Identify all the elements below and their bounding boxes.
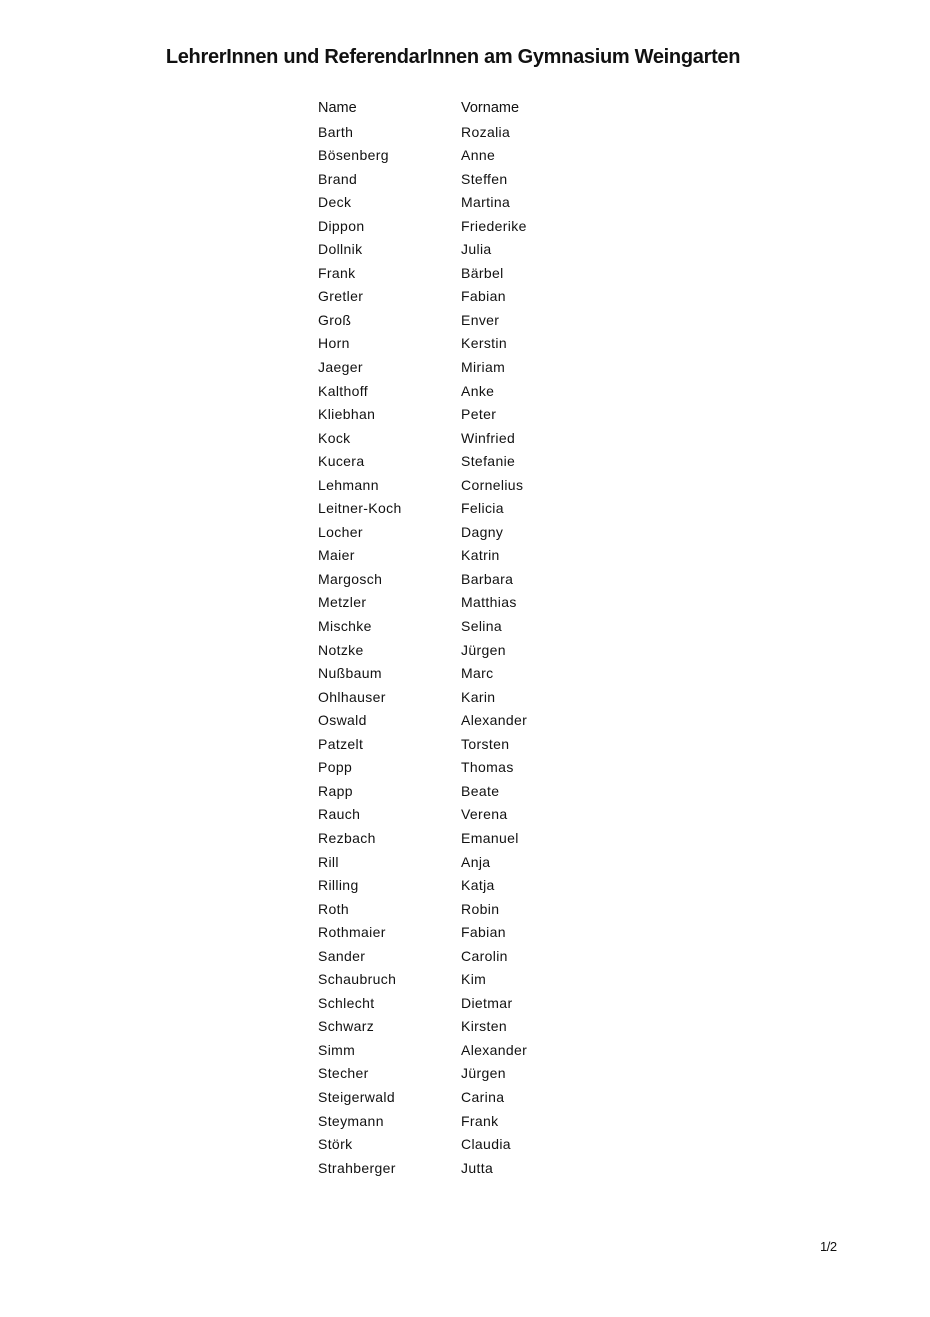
table-row bbox=[318, 238, 581, 262]
table-row bbox=[318, 992, 581, 1016]
first-name-cell: Anne bbox=[461, 147, 496, 164]
table-row bbox=[318, 921, 581, 945]
table-row bbox=[318, 121, 581, 145]
first-name-cell: Barbara bbox=[461, 570, 514, 587]
teacher-name-table bbox=[318, 97, 581, 1180]
table-row bbox=[318, 309, 581, 333]
last-name-cell: Schwarz bbox=[318, 1018, 375, 1035]
last-name-cell: Störk bbox=[318, 1136, 353, 1153]
table-row bbox=[318, 356, 581, 380]
first-name-cell: Carolin bbox=[461, 947, 508, 964]
table-row bbox=[318, 403, 581, 427]
table-row bbox=[318, 1086, 581, 1110]
last-name-cell: Maier bbox=[318, 547, 355, 564]
table-header-row bbox=[318, 97, 581, 121]
first-name-cell: Marc bbox=[461, 665, 494, 682]
table-row bbox=[318, 215, 581, 239]
last-name-cell: Kliebhan bbox=[318, 406, 376, 423]
first-name-cell: Kim bbox=[461, 971, 487, 988]
last-name-cell: Ohlhauser bbox=[318, 688, 386, 705]
table-body bbox=[318, 121, 581, 1181]
table-row bbox=[318, 450, 581, 474]
first-name-cell: Winfried bbox=[461, 429, 516, 446]
table-row bbox=[318, 709, 581, 733]
first-name-cell: Friederike bbox=[461, 217, 527, 234]
last-name-cell: Locher bbox=[318, 523, 363, 540]
first-name-cell: Verena bbox=[461, 806, 508, 823]
table-row bbox=[318, 780, 581, 804]
last-name-cell: Steymann bbox=[318, 1112, 384, 1129]
table-row bbox=[318, 168, 581, 192]
first-name-cell: Emanuel bbox=[461, 829, 519, 846]
last-name-cell: Rilling bbox=[318, 877, 359, 894]
first-name-cell: Frank bbox=[461, 1112, 499, 1129]
table-row bbox=[318, 968, 581, 992]
first-name-cell: Felicia bbox=[461, 500, 504, 517]
page-number: 1/2 bbox=[820, 1239, 837, 1254]
first-name-cell: Carina bbox=[461, 1088, 505, 1105]
first-name-cell: Rozalia bbox=[461, 123, 511, 140]
table-row bbox=[318, 898, 581, 922]
last-name-cell: Notzke bbox=[318, 641, 364, 658]
table-row bbox=[318, 332, 581, 356]
first-name-cell: Miriam bbox=[461, 359, 506, 376]
last-name-cell: Popp bbox=[318, 759, 353, 776]
last-name-cell: Patzelt bbox=[318, 735, 364, 752]
first-name-cell: Robin bbox=[461, 900, 500, 917]
last-name-cell: Simm bbox=[318, 1041, 356, 1058]
last-name-cell: Rill bbox=[318, 853, 339, 870]
first-name-cell: Enver bbox=[461, 311, 500, 328]
first-name-cell: Dagny bbox=[461, 523, 504, 540]
first-name-cell: Anja bbox=[461, 853, 491, 870]
column-header-name: Name bbox=[318, 100, 357, 116]
first-name-cell: Fabian bbox=[461, 924, 506, 941]
table-row bbox=[318, 262, 581, 286]
last-name-cell: Barth bbox=[318, 123, 354, 140]
table-row bbox=[318, 615, 581, 639]
last-name-cell: Dollnik bbox=[318, 241, 363, 258]
table-row bbox=[318, 497, 581, 521]
last-name-cell: Groß bbox=[318, 311, 352, 328]
first-name-cell: Katrin bbox=[461, 547, 500, 564]
table-row bbox=[318, 827, 581, 851]
first-name-cell: Kirsten bbox=[461, 1018, 508, 1035]
column-header-vorname: Vorname bbox=[461, 100, 520, 116]
first-name-cell: Bärbel bbox=[461, 264, 504, 281]
table-row bbox=[318, 1133, 581, 1157]
last-name-cell: Brand bbox=[318, 170, 358, 187]
table-row bbox=[318, 544, 581, 568]
table-row bbox=[318, 427, 581, 451]
table-row bbox=[318, 380, 581, 404]
first-name-cell: Claudia bbox=[461, 1136, 511, 1153]
last-name-cell: Kock bbox=[318, 429, 351, 446]
table-row bbox=[318, 803, 581, 827]
table-row bbox=[318, 568, 581, 592]
table-row bbox=[318, 285, 581, 309]
last-name-cell: Kucera bbox=[318, 453, 365, 470]
last-name-cell: Strahberger bbox=[318, 1159, 396, 1176]
last-name-cell: Margosch bbox=[318, 570, 383, 587]
first-name-cell: Stefanie bbox=[461, 453, 516, 470]
first-name-cell: Karin bbox=[461, 688, 496, 705]
table-row bbox=[318, 1015, 581, 1039]
last-name-cell: Kalthoff bbox=[318, 382, 369, 399]
table-row bbox=[318, 874, 581, 898]
first-name-cell: Peter bbox=[461, 406, 497, 423]
first-name-cell: Fabian bbox=[461, 288, 506, 305]
table-row bbox=[318, 851, 581, 875]
first-name-cell: Jürgen bbox=[461, 1065, 506, 1082]
last-name-cell: Deck bbox=[318, 194, 352, 211]
last-name-cell: Leitner-Koch bbox=[318, 500, 402, 517]
first-name-cell: Kerstin bbox=[461, 335, 508, 352]
table-row bbox=[318, 521, 581, 545]
first-name-cell: Cornelius bbox=[461, 476, 524, 493]
first-name-cell: Jürgen bbox=[461, 641, 506, 658]
table-row bbox=[318, 1039, 581, 1063]
first-name-cell: Thomas bbox=[461, 759, 514, 776]
last-name-cell: Lehmann bbox=[318, 476, 379, 493]
first-name-cell: Jutta bbox=[461, 1159, 494, 1176]
first-name-cell: Alexander bbox=[461, 1041, 528, 1058]
table-row bbox=[318, 474, 581, 498]
table-row bbox=[318, 591, 581, 615]
first-name-cell: Martina bbox=[461, 194, 511, 211]
first-name-cell: Katja bbox=[461, 877, 495, 894]
last-name-cell: Rezbach bbox=[318, 829, 376, 846]
last-name-cell: Mischke bbox=[318, 618, 372, 635]
last-name-cell: Horn bbox=[318, 335, 350, 352]
table-row bbox=[318, 1157, 581, 1181]
first-name-cell: Steffen bbox=[461, 170, 508, 187]
last-name-cell: Nußbaum bbox=[318, 665, 382, 682]
table-row bbox=[318, 686, 581, 710]
table-row bbox=[318, 756, 581, 780]
table-row bbox=[318, 662, 581, 686]
first-name-cell: Dietmar bbox=[461, 994, 513, 1011]
first-name-cell: Torsten bbox=[461, 735, 510, 752]
first-name-cell: Beate bbox=[461, 782, 500, 799]
table-row bbox=[318, 1062, 581, 1086]
last-name-cell: Schlecht bbox=[318, 994, 375, 1011]
table-row bbox=[318, 733, 581, 757]
last-name-cell: Rothmaier bbox=[318, 924, 386, 941]
last-name-cell: Steigerwald bbox=[318, 1088, 396, 1105]
first-name-cell: Matthias bbox=[461, 594, 517, 611]
table-row bbox=[318, 639, 581, 663]
last-name-cell: Rauch bbox=[318, 806, 361, 823]
last-name-cell: Bösenberg bbox=[318, 147, 389, 164]
first-name-cell: Selina bbox=[461, 618, 503, 635]
page-title: LehrerInnen und ReferendarInnen am Gymnasium Weingarten bbox=[165, 46, 741, 68]
last-name-cell: Schaubruch bbox=[318, 971, 397, 988]
last-name-cell: Frank bbox=[318, 264, 356, 281]
first-name-cell: Alexander bbox=[461, 712, 528, 729]
table-row bbox=[318, 144, 581, 168]
last-name-cell: Rapp bbox=[318, 782, 353, 799]
table-row bbox=[318, 945, 581, 969]
last-name-cell: Dippon bbox=[318, 217, 365, 234]
first-name-cell: Anke bbox=[461, 382, 495, 399]
table-row bbox=[318, 1110, 581, 1134]
last-name-cell: Jaeger bbox=[318, 359, 363, 376]
first-name-cell: Julia bbox=[461, 241, 492, 258]
last-name-cell: Sander bbox=[318, 947, 366, 964]
last-name-cell: Stecher bbox=[318, 1065, 369, 1082]
last-name-cell: Gretler bbox=[318, 288, 364, 305]
last-name-cell: Roth bbox=[318, 900, 349, 917]
last-name-cell: Oswald bbox=[318, 712, 367, 729]
table-row bbox=[318, 191, 581, 215]
last-name-cell: Metzler bbox=[318, 594, 367, 611]
